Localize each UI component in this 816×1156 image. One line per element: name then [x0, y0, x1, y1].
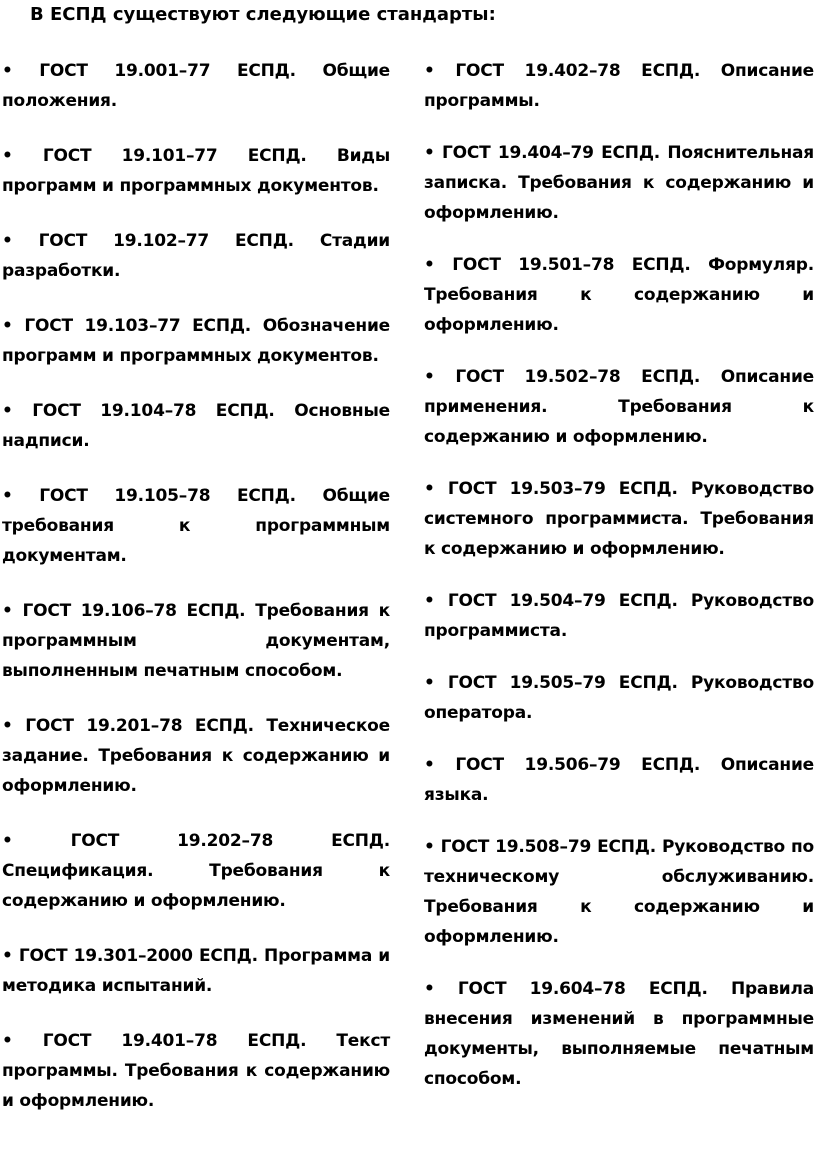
bullet-icon: • [424, 837, 435, 857]
standard-item [2, 596, 390, 686]
standard-text: ГОСТ 19.504–79 ЕСПД. Руководство программиста. [424, 591, 814, 641]
standard-text: ГОСТ 19.201–78 ЕСПД. Техническое задание. Требования к содержанию и оформлению. [2, 716, 390, 796]
standard-text: ГОСТ 19.404–79 ЕСПД. Пояснительная записка. Требования к содержанию и оформлению. [424, 143, 815, 223]
bullet-icon: • [2, 146, 13, 166]
bullet-icon: • [2, 1031, 13, 1051]
standard-text: ГОСТ 19.102–77 ЕСПД. Стадии разработки. [2, 231, 390, 281]
standard-text: ГОСТ 19.202–78 ЕСПД. Спецификация. Требования к содержанию и оформлению. [2, 831, 390, 911]
standard-item [424, 362, 814, 452]
standard-item [2, 396, 390, 456]
standard-text: ГОСТ 19.301–2000 ЕСПД. Программа и методика испытаний. [2, 946, 390, 996]
document-title: В ЕСПД существуют следующие стандарты: [30, 4, 496, 25]
standard-text: ГОСТ 19.501–78 ЕСПД. Формуляр. Требования к содержанию и оформлению. [424, 255, 815, 335]
standard-text: ГОСТ 19.104–78 ЕСПД. Основные надписи. [2, 401, 390, 451]
standard-text: ГОСТ 19.402–78 ЕСПД. Описание программы. [424, 61, 814, 111]
standard-item [424, 56, 814, 116]
standard-text: ГОСТ 19.506–79 ЕСПД. Описание языка. [424, 755, 814, 805]
standard-text: ГОСТ 19.604–78 ЕСПД. Правила внесения изменений в программные документы, выполняемые печатным способом. [424, 979, 815, 1089]
bullet-icon: • [424, 673, 435, 693]
standard-text: ГОСТ 19.508–79 ЕСПД. Руководство по техническому обслуживанию. Требования к содержанию и оформлению. [424, 837, 815, 947]
bullet-icon: • [424, 367, 435, 387]
standard-item [2, 826, 390, 916]
bullet-icon: • [424, 61, 435, 81]
bullet-icon: • [2, 316, 13, 336]
bullet-icon: • [2, 401, 13, 421]
standard-item [424, 668, 814, 728]
standard-text: ГОСТ 19.401–78 ЕСПД. Текст программы. Требования к содержанию и оформлению. [2, 1031, 390, 1111]
standard-item [2, 311, 390, 371]
standard-item [2, 1026, 390, 1116]
bullet-icon: • [424, 479, 435, 499]
bullet-icon: • [2, 601, 13, 621]
standard-item [2, 226, 390, 286]
standards-list-left [2, 56, 390, 1141]
bullet-icon: • [424, 979, 435, 999]
standard-item [424, 974, 814, 1094]
bullet-icon: • [2, 486, 13, 506]
standard-text: ГОСТ 19.502–78 ЕСПД. Описание применения. Требования к содержанию и оформлению. [424, 367, 814, 447]
bullet-icon: • [2, 61, 13, 81]
standard-item [424, 586, 814, 646]
standard-item [424, 138, 814, 228]
bullet-icon: • [424, 755, 435, 775]
bullet-icon: • [2, 946, 13, 966]
standard-text: ГОСТ 19.105–78 ЕСПД. Общие требования к программным документам. [2, 486, 390, 566]
standard-item [424, 832, 814, 952]
standards-list-right [424, 56, 814, 1116]
standard-text: ГОСТ 19.103–77 ЕСПД. Обозначение программ и программных документов. [2, 316, 390, 366]
standard-text: ГОСТ 19.503–79 ЕСПД. Руководство системного программиста. Требования к содержанию и оформлению. [424, 479, 814, 559]
standard-text: ГОСТ 19.505–79 ЕСПД. Руководство оператора. [424, 673, 814, 723]
bullet-icon: • [2, 231, 13, 251]
standard-item [424, 750, 814, 810]
standard-item [424, 474, 814, 564]
standard-text: ГОСТ 19.001–77 ЕСПД. Общие положения. [2, 61, 390, 111]
bullet-icon: • [424, 255, 435, 275]
bullet-icon: • [2, 716, 13, 736]
standard-text: ГОСТ 19.106–78 ЕСПД. Требования к программным документам, выполненным печатным способом. [2, 601, 390, 681]
standard-item [424, 250, 814, 340]
bullet-icon: • [2, 831, 13, 851]
standard-text: ГОСТ 19.101–77 ЕСПД. Виды программ и программных документов. [2, 146, 390, 196]
standard-item [2, 141, 390, 201]
standard-item [2, 56, 390, 116]
standard-item [2, 481, 390, 571]
standard-item [2, 941, 390, 1001]
bullet-icon: • [424, 143, 435, 163]
standard-item [2, 711, 390, 801]
bullet-icon: • [424, 591, 435, 611]
